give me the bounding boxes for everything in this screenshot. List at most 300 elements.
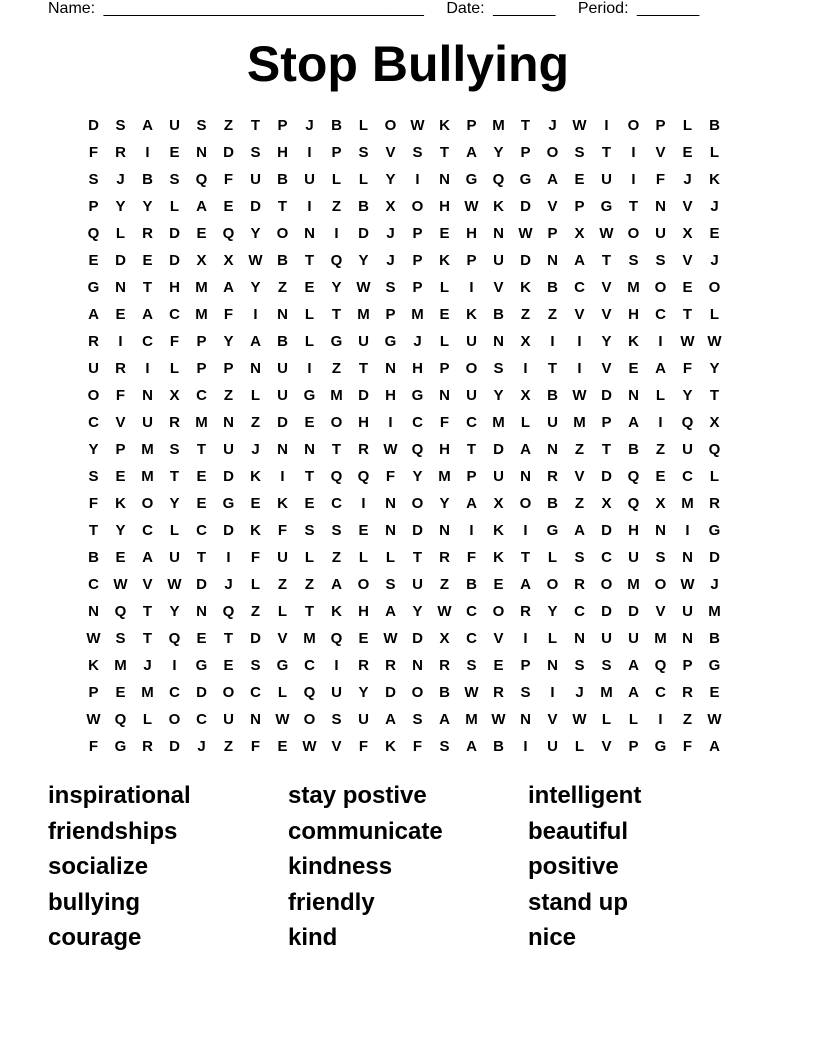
- grid-letter[interactable]: Y: [115, 522, 126, 539]
- grid-letter[interactable]: O: [357, 576, 370, 593]
- grid-letter[interactable]: V: [601, 738, 612, 755]
- grid-letter[interactable]: A: [628, 657, 639, 674]
- grid-letter[interactable]: J: [197, 738, 206, 755]
- grid-letter[interactable]: U: [547, 414, 558, 431]
- grid-letter[interactable]: S: [412, 711, 423, 728]
- grid-letter[interactable]: E: [115, 468, 126, 485]
- grid-letter[interactable]: J: [413, 333, 422, 350]
- grid-letter[interactable]: L: [439, 333, 450, 350]
- grid-letter[interactable]: U: [142, 414, 153, 431]
- grid-letter[interactable]: T: [223, 630, 234, 647]
- grid-letter[interactable]: T: [628, 198, 639, 215]
- grid-letter[interactable]: U: [169, 549, 180, 566]
- grid-letter[interactable]: U: [169, 117, 180, 134]
- grid-letter[interactable]: Y: [169, 603, 180, 620]
- grid-letter[interactable]: P: [88, 684, 99, 701]
- grid-letter[interactable]: E: [277, 738, 288, 755]
- grid-letter[interactable]: V: [547, 711, 558, 728]
- grid-letter[interactable]: N: [277, 306, 288, 323]
- grid-letter[interactable]: R: [709, 495, 720, 512]
- grid-letter[interactable]: T: [466, 441, 477, 458]
- grid-letter[interactable]: P: [439, 360, 450, 377]
- grid-letter[interactable]: V: [547, 198, 558, 215]
- grid-letter[interactable]: D: [601, 387, 612, 404]
- grid-letter[interactable]: N: [655, 198, 666, 215]
- grid-letter[interactable]: P: [520, 657, 531, 674]
- grid-letter[interactable]: I: [469, 279, 474, 296]
- grid-letter[interactable]: B: [547, 279, 558, 296]
- grid-letter[interactable]: X: [520, 333, 531, 350]
- grid-letter[interactable]: H: [439, 198, 450, 215]
- grid-letter[interactable]: E: [304, 495, 315, 512]
- grid-letter[interactable]: I: [307, 198, 312, 215]
- grid-letter[interactable]: F: [250, 738, 261, 755]
- grid-letter[interactable]: S: [385, 576, 396, 593]
- grid-letter[interactable]: I: [658, 711, 663, 728]
- grid-letter[interactable]: V: [574, 306, 585, 323]
- grid-letter[interactable]: J: [575, 684, 584, 701]
- grid-letter[interactable]: V: [115, 414, 126, 431]
- grid-letter[interactable]: Y: [169, 495, 180, 512]
- grid-letter[interactable]: L: [331, 171, 342, 188]
- grid-letter[interactable]: C: [655, 306, 666, 323]
- grid-letter[interactable]: L: [520, 414, 531, 431]
- grid-letter[interactable]: L: [250, 387, 261, 404]
- grid-letter[interactable]: H: [385, 387, 396, 404]
- grid-letter[interactable]: A: [709, 738, 720, 755]
- grid-letter[interactable]: W: [572, 711, 587, 728]
- grid-letter[interactable]: S: [331, 711, 342, 728]
- grid-letter[interactable]: N: [520, 468, 531, 485]
- grid-letter[interactable]: O: [600, 576, 613, 593]
- grid-letter[interactable]: A: [88, 306, 99, 323]
- grid-letter[interactable]: G: [330, 333, 343, 350]
- grid-letter[interactable]: V: [601, 360, 612, 377]
- grid-letter[interactable]: B: [88, 549, 99, 566]
- grid-letter[interactable]: V: [574, 468, 585, 485]
- grid-letter[interactable]: Z: [223, 387, 234, 404]
- grid-letter[interactable]: Q: [303, 684, 316, 701]
- grid-letter[interactable]: E: [304, 279, 315, 296]
- grid-letter[interactable]: L: [358, 117, 369, 134]
- grid-letter[interactable]: Y: [250, 279, 261, 296]
- grid-letter[interactable]: N: [520, 711, 531, 728]
- grid-letter[interactable]: O: [546, 144, 559, 161]
- grid-letter[interactable]: N: [250, 711, 261, 728]
- grid-letter[interactable]: C: [169, 684, 180, 701]
- grid-letter[interactable]: Q: [330, 252, 343, 269]
- grid-letter[interactable]: D: [196, 684, 207, 701]
- grid-letter[interactable]: U: [331, 684, 342, 701]
- grid-letter[interactable]: D: [169, 738, 180, 755]
- grid-letter[interactable]: F: [682, 738, 693, 755]
- grid-letter[interactable]: Y: [358, 252, 369, 269]
- grid-letter[interactable]: C: [196, 387, 207, 404]
- grid-letter[interactable]: S: [358, 144, 369, 161]
- grid-letter[interactable]: S: [412, 144, 423, 161]
- grid-letter[interactable]: P: [574, 198, 585, 215]
- grid-letter[interactable]: I: [469, 522, 474, 539]
- grid-letter[interactable]: P: [223, 360, 234, 377]
- grid-letter[interactable]: Z: [331, 198, 342, 215]
- grid-letter[interactable]: K: [493, 522, 504, 539]
- grid-letter[interactable]: U: [277, 360, 288, 377]
- grid-letter[interactable]: L: [304, 306, 315, 323]
- grid-letter[interactable]: G: [654, 738, 667, 755]
- grid-letter[interactable]: E: [196, 495, 207, 512]
- grid-letter[interactable]: H: [277, 144, 288, 161]
- grid-letter[interactable]: T: [520, 549, 531, 566]
- grid-letter[interactable]: M: [141, 441, 154, 458]
- grid-letter[interactable]: N: [547, 441, 558, 458]
- grid-letter[interactable]: U: [358, 711, 369, 728]
- grid-letter[interactable]: F: [277, 522, 288, 539]
- grid-letter[interactable]: R: [88, 333, 99, 350]
- grid-letter[interactable]: X: [709, 414, 720, 431]
- grid-letter[interactable]: I: [550, 333, 555, 350]
- grid-letter[interactable]: V: [601, 279, 612, 296]
- grid-letter[interactable]: T: [358, 360, 369, 377]
- grid-letter[interactable]: I: [658, 333, 663, 350]
- grid-letter[interactable]: E: [196, 630, 207, 647]
- grid-letter[interactable]: W: [356, 279, 371, 296]
- grid-letter[interactable]: P: [655, 117, 666, 134]
- grid-letter[interactable]: U: [412, 576, 423, 593]
- grid-letter[interactable]: B: [547, 495, 558, 512]
- grid-letter[interactable]: M: [654, 630, 667, 647]
- grid-letter[interactable]: N: [547, 657, 558, 674]
- grid-letter[interactable]: M: [141, 468, 154, 485]
- grid-letter[interactable]: M: [465, 711, 478, 728]
- grid-letter[interactable]: Y: [709, 360, 720, 377]
- grid-letter[interactable]: P: [277, 117, 288, 134]
- grid-letter[interactable]: A: [142, 306, 153, 323]
- name-blank[interactable]: ____________________________________: [103, 0, 424, 17]
- grid-letter[interactable]: M: [195, 306, 208, 323]
- grid-letter[interactable]: E: [196, 468, 207, 485]
- grid-letter[interactable]: L: [277, 603, 288, 620]
- grid-letter[interactable]: Q: [627, 495, 640, 512]
- grid-letter[interactable]: R: [574, 576, 585, 593]
- grid-letter[interactable]: Q: [114, 603, 127, 620]
- grid-letter[interactable]: N: [115, 279, 126, 296]
- grid-letter[interactable]: K: [520, 279, 531, 296]
- grid-letter[interactable]: U: [601, 171, 612, 188]
- grid-letter[interactable]: I: [145, 144, 150, 161]
- grid-letter[interactable]: I: [415, 171, 420, 188]
- grid-letter[interactable]: C: [250, 684, 261, 701]
- grid-letter[interactable]: Z: [277, 576, 288, 593]
- grid-letter[interactable]: O: [87, 387, 100, 404]
- grid-letter[interactable]: E: [358, 522, 369, 539]
- grid-letter[interactable]: Y: [601, 333, 612, 350]
- grid-letter[interactable]: O: [627, 225, 640, 242]
- grid-letter[interactable]: N: [628, 387, 639, 404]
- grid-letter[interactable]: B: [628, 441, 639, 458]
- grid-letter[interactable]: Q: [708, 441, 721, 458]
- grid-letter[interactable]: C: [574, 603, 585, 620]
- date-blank[interactable]: _______: [493, 0, 556, 17]
- grid-letter[interactable]: C: [196, 711, 207, 728]
- grid-letter[interactable]: N: [385, 360, 396, 377]
- grid-letter[interactable]: V: [601, 306, 612, 323]
- grid-letter[interactable]: E: [709, 225, 720, 242]
- grid-letter[interactable]: M: [195, 414, 208, 431]
- grid-letter[interactable]: O: [411, 684, 424, 701]
- grid-letter[interactable]: L: [169, 522, 180, 539]
- grid-letter[interactable]: R: [142, 225, 153, 242]
- grid-letter[interactable]: T: [331, 306, 342, 323]
- grid-letter[interactable]: K: [439, 252, 450, 269]
- grid-letter[interactable]: Y: [385, 171, 396, 188]
- grid-letter[interactable]: E: [115, 306, 126, 323]
- grid-letter[interactable]: L: [115, 225, 126, 242]
- grid-letter[interactable]: I: [118, 333, 123, 350]
- grid-letter[interactable]: F: [682, 360, 693, 377]
- grid-letter[interactable]: D: [628, 603, 639, 620]
- grid-letter[interactable]: T: [304, 252, 315, 269]
- grid-letter[interactable]: A: [628, 684, 639, 701]
- grid-letter[interactable]: Y: [88, 441, 99, 458]
- grid-letter[interactable]: K: [250, 522, 261, 539]
- grid-letter[interactable]: N: [142, 387, 153, 404]
- grid-letter[interactable]: E: [628, 360, 639, 377]
- grid-letter[interactable]: T: [601, 252, 612, 269]
- grid-letter[interactable]: T: [277, 198, 288, 215]
- grid-letter[interactable]: K: [115, 495, 126, 512]
- grid-letter[interactable]: Z: [682, 711, 693, 728]
- grid-letter[interactable]: I: [172, 657, 177, 674]
- grid-letter[interactable]: V: [655, 603, 666, 620]
- grid-letter[interactable]: A: [574, 252, 585, 269]
- grid-letter[interactable]: Z: [277, 279, 288, 296]
- grid-letter[interactable]: S: [385, 279, 396, 296]
- grid-letter[interactable]: U: [628, 549, 639, 566]
- grid-letter[interactable]: F: [88, 738, 99, 755]
- grid-letter[interactable]: U: [682, 441, 693, 458]
- grid-letter[interactable]: I: [253, 306, 258, 323]
- grid-letter[interactable]: V: [493, 279, 504, 296]
- grid-letter[interactable]: M: [492, 414, 505, 431]
- grid-letter[interactable]: W: [599, 225, 614, 242]
- grid-letter[interactable]: H: [358, 603, 369, 620]
- grid-letter[interactable]: Z: [331, 360, 342, 377]
- grid-letter[interactable]: J: [305, 117, 314, 134]
- grid-letter[interactable]: W: [113, 576, 128, 593]
- grid-letter[interactable]: U: [358, 333, 369, 350]
- grid-letter[interactable]: B: [439, 684, 450, 701]
- grid-letter[interactable]: X: [655, 495, 666, 512]
- grid-letter[interactable]: S: [304, 522, 315, 539]
- grid-letter[interactable]: S: [601, 657, 612, 674]
- grid-letter[interactable]: I: [523, 360, 528, 377]
- grid-letter[interactable]: N: [277, 441, 288, 458]
- grid-letter[interactable]: E: [223, 198, 234, 215]
- grid-letter[interactable]: P: [466, 468, 477, 485]
- grid-letter[interactable]: D: [709, 549, 720, 566]
- grid-letter[interactable]: D: [412, 522, 423, 539]
- grid-letter[interactable]: K: [331, 603, 342, 620]
- grid-letter[interactable]: A: [142, 549, 153, 566]
- grid-letter[interactable]: G: [519, 171, 532, 188]
- grid-letter[interactable]: G: [384, 333, 397, 350]
- grid-letter[interactable]: S: [628, 252, 639, 269]
- grid-letter[interactable]: Z: [250, 603, 261, 620]
- grid-letter[interactable]: Y: [223, 333, 234, 350]
- grid-letter[interactable]: U: [628, 630, 639, 647]
- grid-letter[interactable]: S: [169, 171, 180, 188]
- grid-letter[interactable]: F: [223, 306, 234, 323]
- grid-letter[interactable]: Z: [250, 414, 261, 431]
- grid-letter[interactable]: D: [115, 252, 126, 269]
- grid-letter[interactable]: Q: [627, 468, 640, 485]
- grid-letter[interactable]: P: [547, 225, 558, 242]
- grid-letter[interactable]: Y: [412, 603, 423, 620]
- grid-letter[interactable]: M: [411, 306, 424, 323]
- grid-letter[interactable]: U: [655, 225, 666, 242]
- grid-letter[interactable]: X: [223, 252, 234, 269]
- grid-letter[interactable]: P: [331, 144, 342, 161]
- grid-letter[interactable]: B: [709, 630, 720, 647]
- grid-letter[interactable]: O: [627, 117, 640, 134]
- grid-letter[interactable]: P: [196, 333, 207, 350]
- grid-letter[interactable]: T: [196, 549, 207, 566]
- grid-letter[interactable]: I: [523, 630, 528, 647]
- grid-letter[interactable]: R: [115, 360, 126, 377]
- grid-letter[interactable]: V: [655, 144, 666, 161]
- grid-letter[interactable]: S: [115, 117, 126, 134]
- grid-letter[interactable]: U: [277, 549, 288, 566]
- grid-letter[interactable]: F: [358, 738, 369, 755]
- grid-letter[interactable]: H: [358, 414, 369, 431]
- grid-letter[interactable]: G: [546, 522, 559, 539]
- grid-letter[interactable]: P: [466, 117, 477, 134]
- grid-letter[interactable]: U: [223, 711, 234, 728]
- grid-letter[interactable]: B: [277, 333, 288, 350]
- grid-letter[interactable]: O: [330, 414, 343, 431]
- grid-letter[interactable]: W: [680, 576, 695, 593]
- grid-letter[interactable]: C: [466, 630, 477, 647]
- grid-letter[interactable]: Q: [114, 711, 127, 728]
- grid-letter[interactable]: X: [682, 225, 693, 242]
- grid-letter[interactable]: I: [685, 522, 690, 539]
- grid-letter[interactable]: W: [383, 441, 398, 458]
- grid-letter[interactable]: D: [169, 225, 180, 242]
- grid-letter[interactable]: O: [519, 495, 532, 512]
- grid-letter[interactable]: K: [250, 468, 261, 485]
- grid-letter[interactable]: T: [682, 306, 693, 323]
- grid-letter[interactable]: Q: [492, 171, 505, 188]
- grid-letter[interactable]: F: [88, 495, 99, 512]
- grid-letter[interactable]: B: [142, 171, 153, 188]
- grid-letter[interactable]: T: [142, 630, 153, 647]
- grid-letter[interactable]: T: [601, 144, 612, 161]
- grid-letter[interactable]: G: [600, 198, 613, 215]
- grid-letter[interactable]: E: [304, 414, 315, 431]
- grid-letter[interactable]: H: [466, 225, 477, 242]
- grid-letter[interactable]: T: [304, 468, 315, 485]
- grid-letter[interactable]: I: [577, 360, 582, 377]
- grid-letter[interactable]: I: [658, 414, 663, 431]
- grid-letter[interactable]: E: [196, 225, 207, 242]
- grid-letter[interactable]: T: [601, 441, 612, 458]
- grid-letter[interactable]: N: [304, 441, 315, 458]
- grid-letter[interactable]: Q: [681, 414, 694, 431]
- grid-letter[interactable]: Q: [195, 171, 208, 188]
- grid-letter[interactable]: Y: [115, 198, 126, 215]
- grid-letter[interactable]: U: [223, 441, 234, 458]
- grid-letter[interactable]: Z: [520, 306, 531, 323]
- grid-letter[interactable]: M: [600, 684, 613, 701]
- grid-letter[interactable]: V: [493, 630, 504, 647]
- grid-letter[interactable]: U: [250, 171, 261, 188]
- grid-letter[interactable]: L: [655, 387, 666, 404]
- grid-letter[interactable]: S: [574, 657, 585, 674]
- grid-letter[interactable]: R: [142, 738, 153, 755]
- grid-letter[interactable]: K: [277, 495, 288, 512]
- grid-letter[interactable]: O: [654, 576, 667, 593]
- grid-letter[interactable]: M: [330, 387, 343, 404]
- grid-letter[interactable]: W: [518, 225, 533, 242]
- grid-letter[interactable]: I: [334, 657, 339, 674]
- grid-letter[interactable]: U: [493, 468, 504, 485]
- grid-letter[interactable]: E: [493, 576, 504, 593]
- grid-letter[interactable]: Y: [142, 198, 153, 215]
- grid-letter[interactable]: Q: [357, 468, 370, 485]
- grid-letter[interactable]: I: [307, 144, 312, 161]
- grid-letter[interactable]: T: [304, 603, 315, 620]
- grid-letter[interactable]: C: [412, 414, 423, 431]
- grid-letter[interactable]: J: [116, 171, 125, 188]
- grid-letter[interactable]: T: [142, 603, 153, 620]
- grid-letter[interactable]: Z: [223, 738, 234, 755]
- grid-letter[interactable]: I: [631, 171, 636, 188]
- grid-letter[interactable]: C: [574, 279, 585, 296]
- grid-letter[interactable]: J: [143, 657, 152, 674]
- grid-letter[interactable]: L: [250, 576, 261, 593]
- grid-letter[interactable]: I: [550, 684, 555, 701]
- grid-letter[interactable]: P: [196, 360, 207, 377]
- grid-letter[interactable]: N: [439, 171, 450, 188]
- grid-letter[interactable]: F: [250, 549, 261, 566]
- grid-letter[interactable]: G: [303, 387, 316, 404]
- grid-letter[interactable]: I: [361, 495, 366, 512]
- grid-letter[interactable]: B: [547, 387, 558, 404]
- grid-letter[interactable]: D: [196, 576, 207, 593]
- grid-letter[interactable]: B: [277, 252, 288, 269]
- grid-letter[interactable]: W: [86, 711, 101, 728]
- grid-letter[interactable]: F: [385, 468, 396, 485]
- grid-letter[interactable]: W: [248, 252, 263, 269]
- grid-letter[interactable]: A: [196, 198, 207, 215]
- grid-letter[interactable]: S: [250, 144, 261, 161]
- grid-letter[interactable]: D: [223, 522, 234, 539]
- grid-letter[interactable]: D: [412, 630, 423, 647]
- grid-letter[interactable]: F: [655, 171, 666, 188]
- grid-letter[interactable]: Y: [358, 684, 369, 701]
- grid-letter[interactable]: T: [88, 522, 99, 539]
- grid-letter[interactable]: D: [358, 387, 369, 404]
- grid-letter[interactable]: D: [358, 225, 369, 242]
- grid-letter[interactable]: L: [169, 360, 180, 377]
- grid-letter[interactable]: V: [385, 144, 396, 161]
- grid-letter[interactable]: M: [114, 657, 127, 674]
- grid-letter[interactable]: M: [708, 603, 721, 620]
- grid-letter[interactable]: S: [88, 468, 99, 485]
- grid-letter[interactable]: M: [195, 279, 208, 296]
- grid-letter[interactable]: U: [466, 387, 477, 404]
- grid-letter[interactable]: E: [439, 225, 450, 242]
